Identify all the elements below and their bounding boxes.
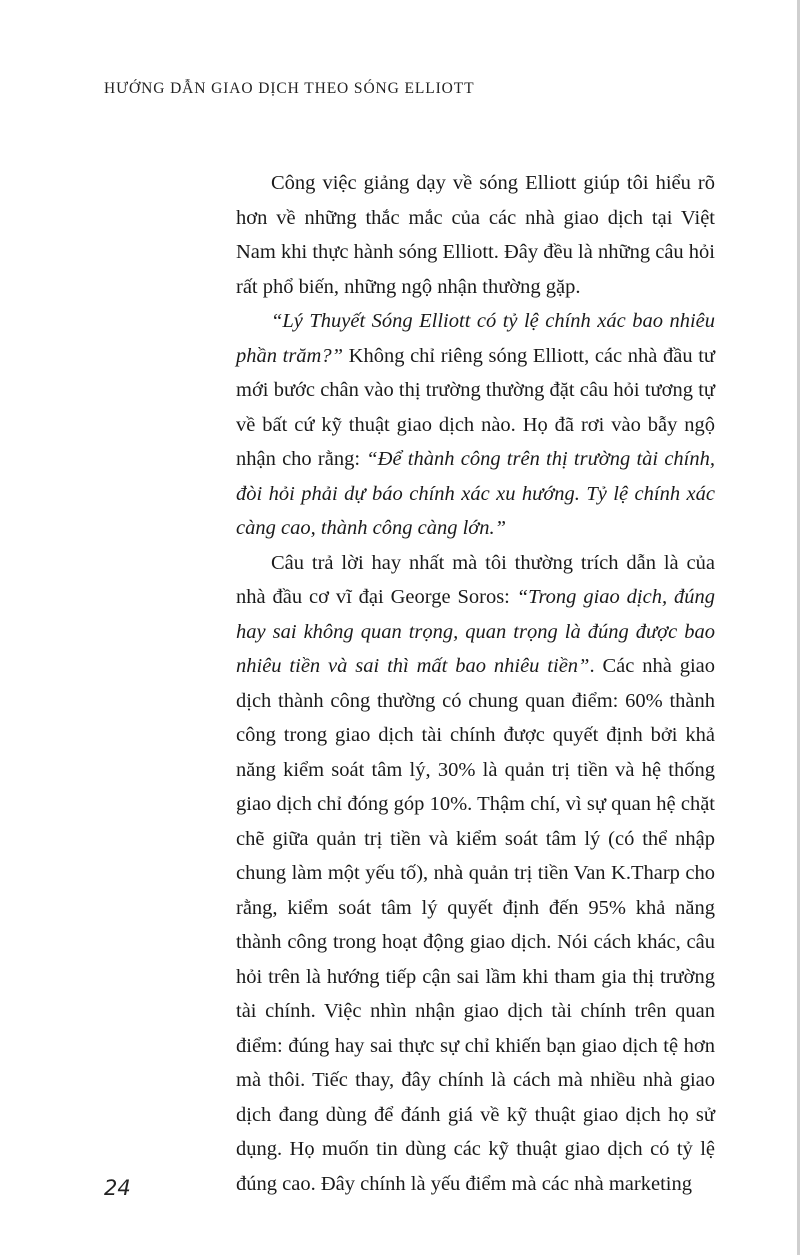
- paragraph-1: [236, 166, 715, 304]
- paragraph-3-intro: Câu trả lời hay nhất mà tôi thường trích dẫn là của nhà đầu cơ vĩ đại George Soros:: [236, 551, 715, 608]
- body-text: [236, 166, 715, 1201]
- paragraph-1-text: Công việc giảng dạy về sóng Elliott giúp tôi hiểu rõ hơn về những thắc mắc của các nhà giao dịch tại Việt Nam khi thực hành sóng Elliott. Đây đều là những câu hỏi rất phổ biến, những ngộ nhận thường gặp.: [236, 172, 715, 298]
- paragraph-3: [236, 546, 715, 1202]
- question-quote: “Lý Thuyết Sóng Elliott có tỷ lệ chính xác bao nhiêu phần trăm?”: [236, 310, 715, 367]
- paragraph-3-text: . Các nhà giao dịch thành công thường có chung quan điểm: 60% thành công trong giao dịch tài chính được quyết định bởi khả năng kiểm soát tâm lý, 30% là quản trị tiền và hệ thống giao dịch chỉ đóng góp 10%. Thậm chí, vì sự quan hệ chặt chẽ giữa quản trị tiền và kiểm soát tâm lý (có thể nhập chung làm một yếu tố), nhà quản trị tiền Van K.Tharp cho rằng, kiểm soát tâm lý quyết định đến 95% khả năng thành công trong hoạt động giao dịch. Nói cách khác, câu hỏi trên là hướng tiếp cận sai lầm khi tham gia thị trường tài chính. Việc nhìn nhận giao dịch tài chính trên quan điểm: đúng hay sai thực sự chỉ khiến bạn giao dịch tệ hơn mà thôi. Tiếc thay, đây chính là cách mà nhiều nhà giao dịch đang dùng để đánh giá về kỹ thuật giao dịch họ sử dụng. Họ muốn tin dùng các kỹ thuật giao dịch có tỷ lệ đúng cao. Đây chính là yếu điểm mà các nhà marketing: [236, 655, 715, 1195]
- paragraph-2: [236, 304, 715, 546]
- running-head: HƯỚNG DẪN GIAO DỊCH THEO SÓNG ELLIOTT: [104, 80, 475, 97]
- soros-quote: “Trong giao dịch, đúng hay sai không quan trọng, quan trọng là đúng được bao nhiêu tiền và sai thì mất bao nhiêu tiền”: [236, 586, 715, 677]
- misconception-quote: “Để thành công trên thị trường tài chính, đòi hỏi phải dự báo chính xác xu hướng. Tỷ lệ chính xác càng cao, thành công càng lớn.”: [236, 448, 715, 539]
- page-number: 24: [104, 1176, 131, 1200]
- paragraph-2-text: Không chỉ riêng sóng Elliott, các nhà đầu tư mới bước chân vào thị trường thường đặt câu hỏi tương tự về bất cứ kỹ thuật giao dịch nào. Họ đã rơi vào bẫy ngộ nhận cho rằng:: [236, 344, 716, 470]
